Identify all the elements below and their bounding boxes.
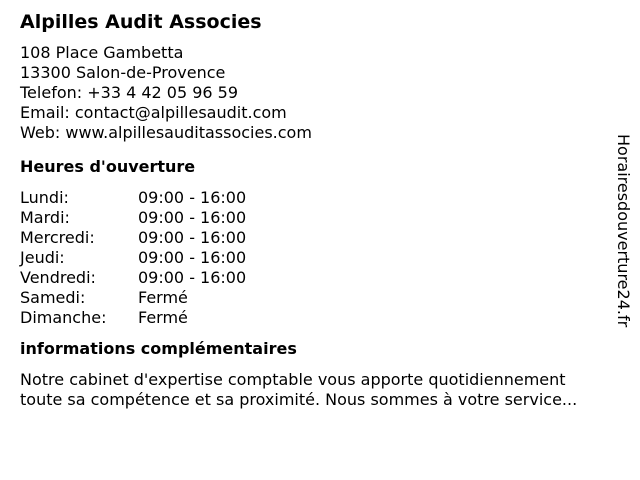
business-name: Alpilles Audit Associes — [20, 11, 262, 33]
info-title: informations complémentaires — [20, 339, 297, 358]
hours-title: Heures d'ouverture — [20, 157, 196, 176]
time-value: 09:00 - 16:00 — [138, 208, 247, 227]
info-description — [20, 370, 610, 410]
time-value: Fermé — [138, 288, 188, 307]
hours-row-thursday — [20, 248, 610, 268]
address-city: 13300 Salon-de-Provence — [20, 63, 226, 82]
day-label: Vendredi: — [20, 268, 96, 287]
phone-line[interactable]: Telefon: +33 4 42 05 96 59 — [20, 83, 239, 102]
day-label: Dimanche: — [20, 308, 107, 327]
hours-row-wednesday — [20, 228, 610, 248]
web-line[interactable]: Web: www.alpillesauditassocies.com — [20, 123, 312, 142]
time-value: Fermé — [138, 308, 188, 327]
day-label: Mardi: — [20, 208, 70, 227]
business-card — [20, 10, 610, 410]
hours-row-friday — [20, 268, 610, 288]
hours-row-sunday — [20, 308, 610, 328]
time-value: 09:00 - 16:00 — [138, 248, 247, 267]
time-value: 09:00 - 16:00 — [138, 228, 247, 247]
site-watermark: Horairesdouverture24.fr — [614, 134, 633, 328]
info-line: Notre cabinet d'expertise comptable vous apporte quotidiennement — [20, 370, 566, 389]
day-label: Samedi: — [20, 288, 86, 307]
hours-table — [20, 188, 610, 328]
info-line: toute sa compétence et sa proximité. Nous sommes à votre service... — [20, 390, 578, 409]
address-street: 108 Place Gambetta — [20, 43, 184, 62]
day-label: Jeudi: — [20, 248, 65, 267]
time-value: 09:00 - 16:00 — [138, 188, 247, 207]
time-value: 09:00 - 16:00 — [138, 268, 247, 287]
hours-row-saturday — [20, 288, 610, 308]
address-block — [20, 43, 610, 143]
email-line[interactable]: Email: contact@alpillesaudit.com — [20, 103, 287, 122]
hours-row-tuesday — [20, 208, 610, 228]
day-label: Lundi: — [20, 188, 69, 207]
hours-row-monday — [20, 188, 610, 208]
day-label: Mercredi: — [20, 228, 95, 247]
